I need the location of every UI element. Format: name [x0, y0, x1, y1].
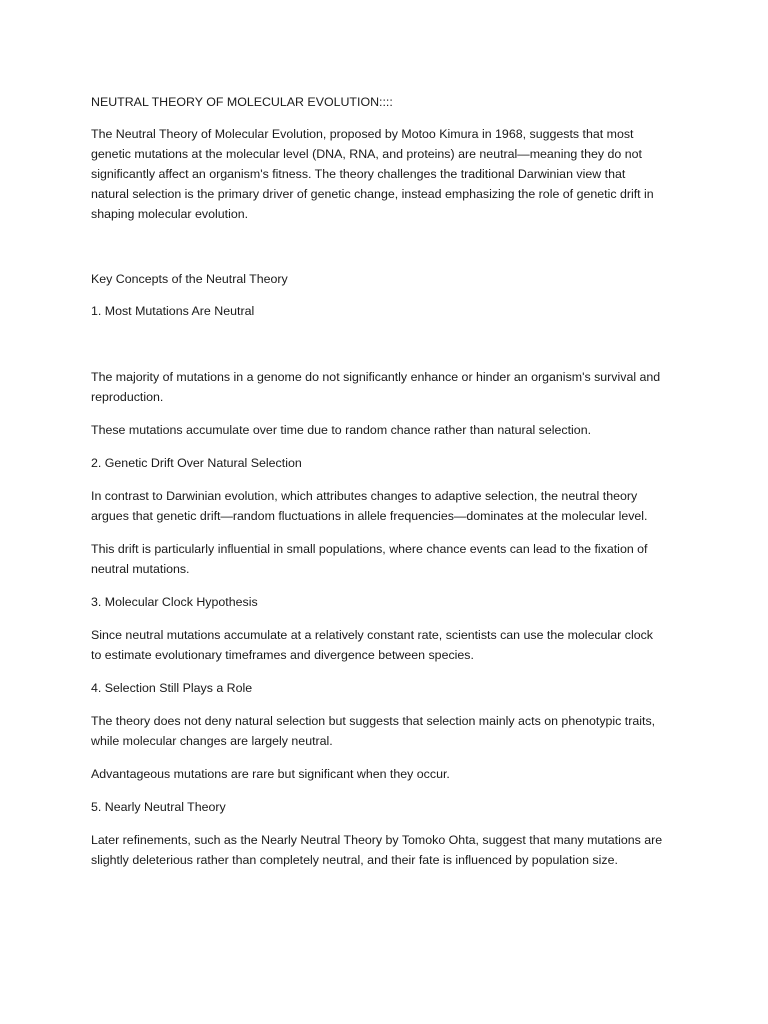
section-1-paragraph-1: The majority of mutations in a genome do not significantly enhance or hinder an organism's survival and reproduction.: [91, 370, 661, 404]
document-body: [91, 92, 691, 870]
section-4-heading: 4. Selection Still Plays a Role: [91, 681, 253, 695]
intro-paragraph: [91, 124, 691, 224]
section-2-paragraph-1: In contrast to Darwinian evolution, which attributes changes to adaptive selection, the neutral theory argues that genetic drift—random fluctuations in allele frequencies—dominates at the molecular level.: [91, 489, 648, 523]
intro-line: genetic mutations at the molecular level (DNA, RNA, and proteins) are neutral—meaning they do not: [91, 147, 642, 161]
section-3-paragraph-1: Since neutral mutations accumulate at a relatively constant rate, scientists can use the molecular clock to estimate evolutionary timeframes and divergence between species.: [91, 628, 653, 662]
section-5-heading: 5. Nearly Neutral Theory: [91, 800, 226, 814]
section-2-paragraph-2: This drift is particularly influential in small populations, where chance events can lead to the fixation of neutral mutations.: [91, 542, 648, 576]
section-3-heading: 3. Molecular Clock Hypothesis: [91, 595, 258, 609]
section-4-paragraph-1: The theory does not deny natural selection but suggests that selection mainly acts on phenotypic traits, while molecular changes are largely neutral.: [91, 714, 656, 748]
intro-line: natural selection is the primary driver of genetic change, instead emphasizing the role of genetic drift in: [91, 187, 654, 201]
intro-line: significantly affect an organism's fitness. The theory challenges the traditional Darwinian view that: [91, 167, 626, 181]
section-2-heading: 2. Genetic Drift Over Natural Selection: [91, 456, 302, 470]
document-title: NEUTRAL THEORY OF MOLECULAR EVOLUTION::::: [91, 95, 393, 109]
intro-line: The Neutral Theory of Molecular Evolution, proposed by Motoo Kimura in 1968, suggests that most: [91, 127, 634, 141]
intro-line: shaping molecular evolution.: [91, 207, 249, 221]
section-4-paragraph-2: Advantageous mutations are rare but significant when they occur.: [91, 767, 450, 781]
section-1-paragraph-2: These mutations accumulate over time due to random chance rather than natural selection.: [91, 423, 592, 437]
section-5-paragraph-1: Later refinements, such as the Nearly Neutral Theory by Tomoko Ohta, suggest that many mutations are slightly deleterious rather than completely neutral, and their fate is influenced by population size.: [91, 833, 663, 867]
key-concepts-heading: Key Concepts of the Neutral Theory: [91, 272, 288, 286]
section-1-heading: 1. Most Mutations Are Neutral: [91, 304, 255, 318]
